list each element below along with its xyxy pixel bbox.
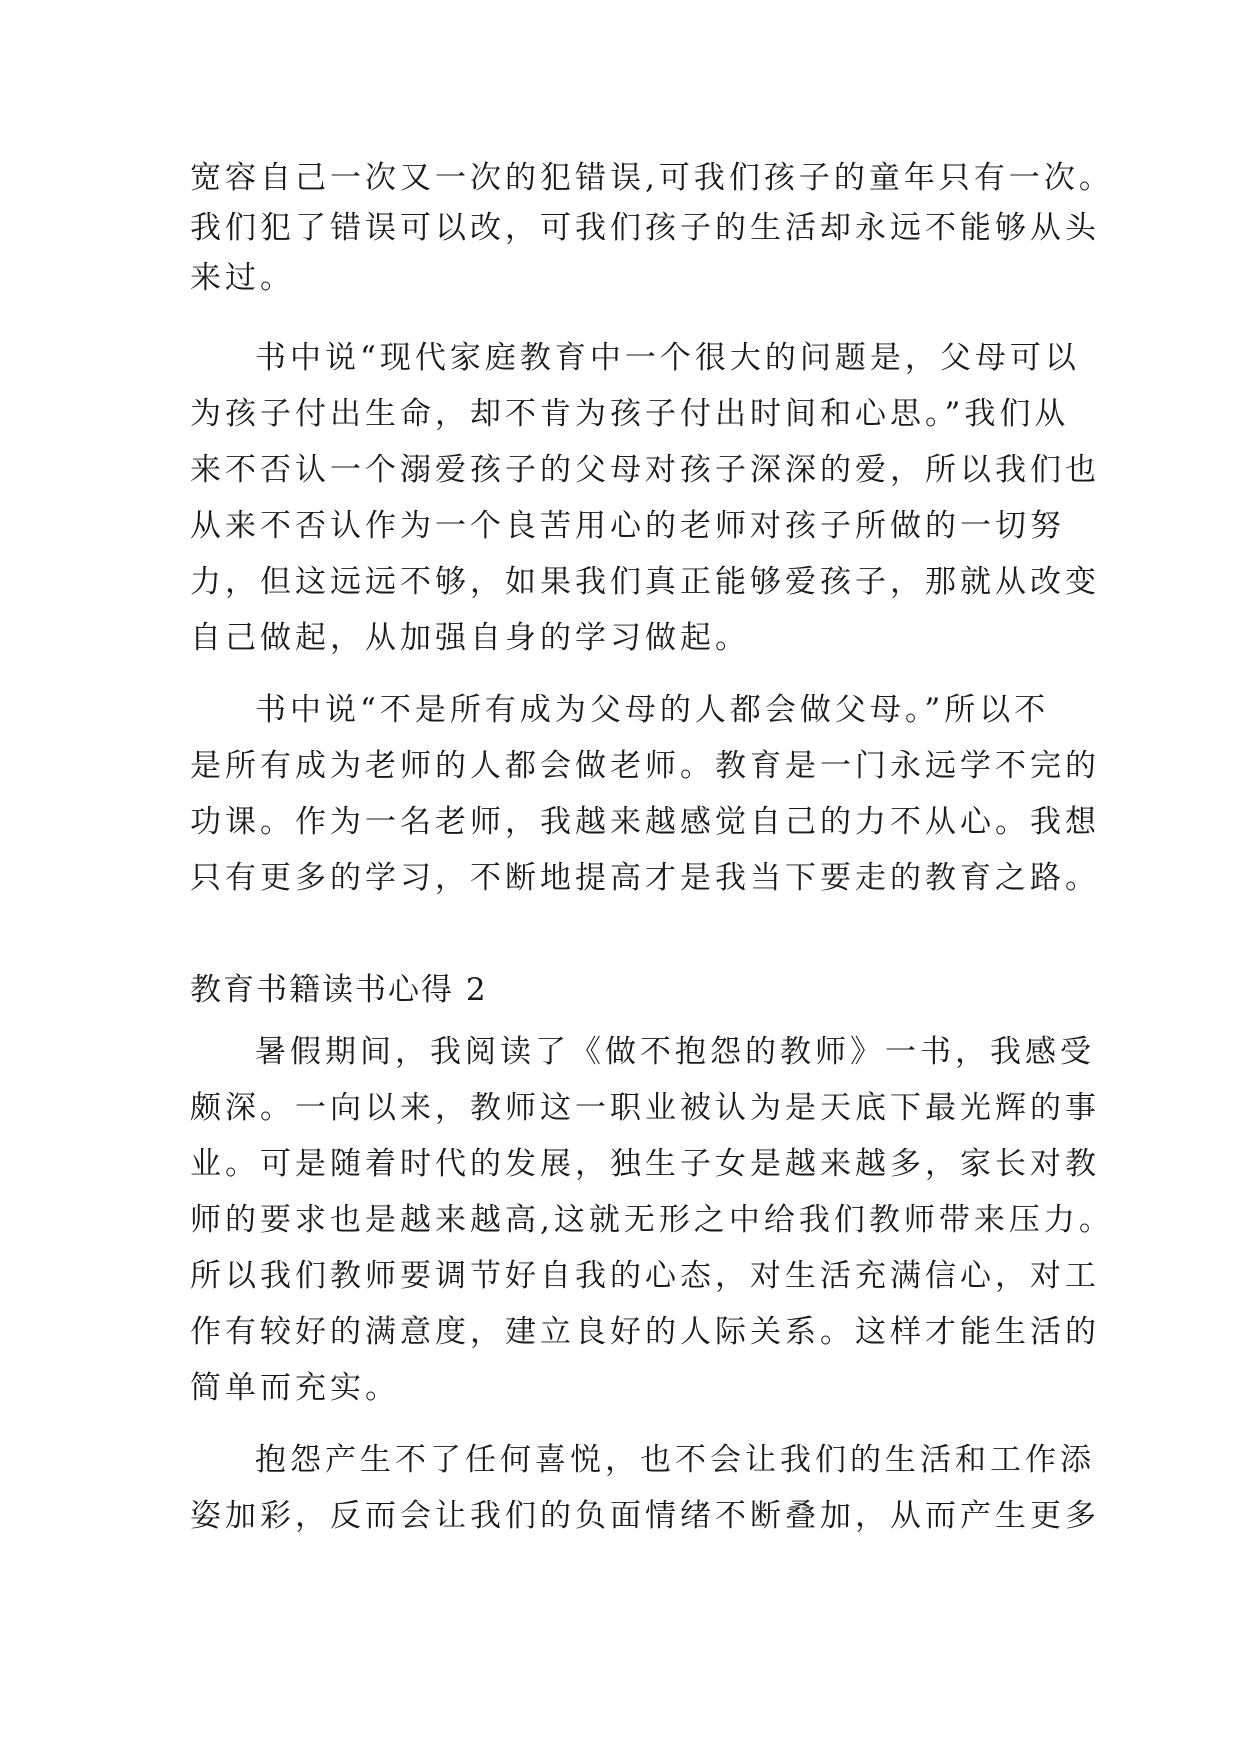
text-line: 作有较好的满意度，建立良好的人际关系。这样才能生活的	[190, 1314, 1100, 1350]
text-line: 来不否认一个溺爱孩子的父母对孩子深深的爱，所以我们也	[190, 452, 1100, 488]
text-line: 抱怨产生不了任何喜悦，也不会让我们的生活和工作添	[255, 1442, 1095, 1478]
section-heading: 教育书籍读书心得 2	[190, 972, 488, 1008]
text-line: 暑假期间，我阅读了《做不抱怨的教师》一书，我感受	[255, 1034, 1095, 1070]
text-line: 力，但这远远不够，如果我们真正能够爱孩子，那就从改变	[190, 564, 1100, 600]
text-line: 所以我们教师要调节好自我的心态，对生活充满信心，对工	[190, 1258, 1100, 1294]
text-line: 颇深。一向以来，教师这一职业被认为是天底下最光辉的事	[190, 1090, 1100, 1126]
text-line: 是所有成为老师的人都会做老师。教育是一门永远学不完的	[190, 748, 1100, 784]
text-line: 师的要求也是越来越高,这就无形之中给我们教师带来压力。	[190, 1202, 1114, 1238]
text-line: 简单而充实。	[190, 1370, 400, 1406]
text-line: 宽容自己一次又一次的犯错误,可我们孩子的童年只有一次。	[190, 160, 1114, 196]
text-line: 书中说“不是所有成为父母的人都会做父母。”所以不	[255, 692, 1050, 728]
text-line: 只有更多的学习，不断地提高才是我当下要走的教育之路。	[190, 860, 1100, 896]
text-line: 姿加彩，反而会让我们的负面情绪不断叠加，从而产生更多	[190, 1498, 1100, 1534]
text-line: 业。可是随着时代的发展，独生子女是越来越多，家长对教	[190, 1146, 1100, 1182]
text-line: 功课。作为一名老师，我越来越感觉自己的力不从心。我想	[190, 804, 1100, 840]
text-line: 书中说“现代家庭教育中一个很大的问题是，父母可以	[255, 340, 1080, 376]
text-line: 为孩子付出生命，却不肯为孩子付出时间和心思。”我们从	[190, 396, 1070, 432]
text-line: 我们犯了错误可以改，可我们孩子的生活却永远不能够从头	[190, 210, 1100, 246]
text-line: 从来不否认作为一个良苦用心的老师对孩子所做的一切努	[190, 508, 1065, 544]
text-line: 来过。	[190, 260, 295, 296]
text-line: 自己做起，从加强自身的学习做起。	[190, 620, 750, 656]
